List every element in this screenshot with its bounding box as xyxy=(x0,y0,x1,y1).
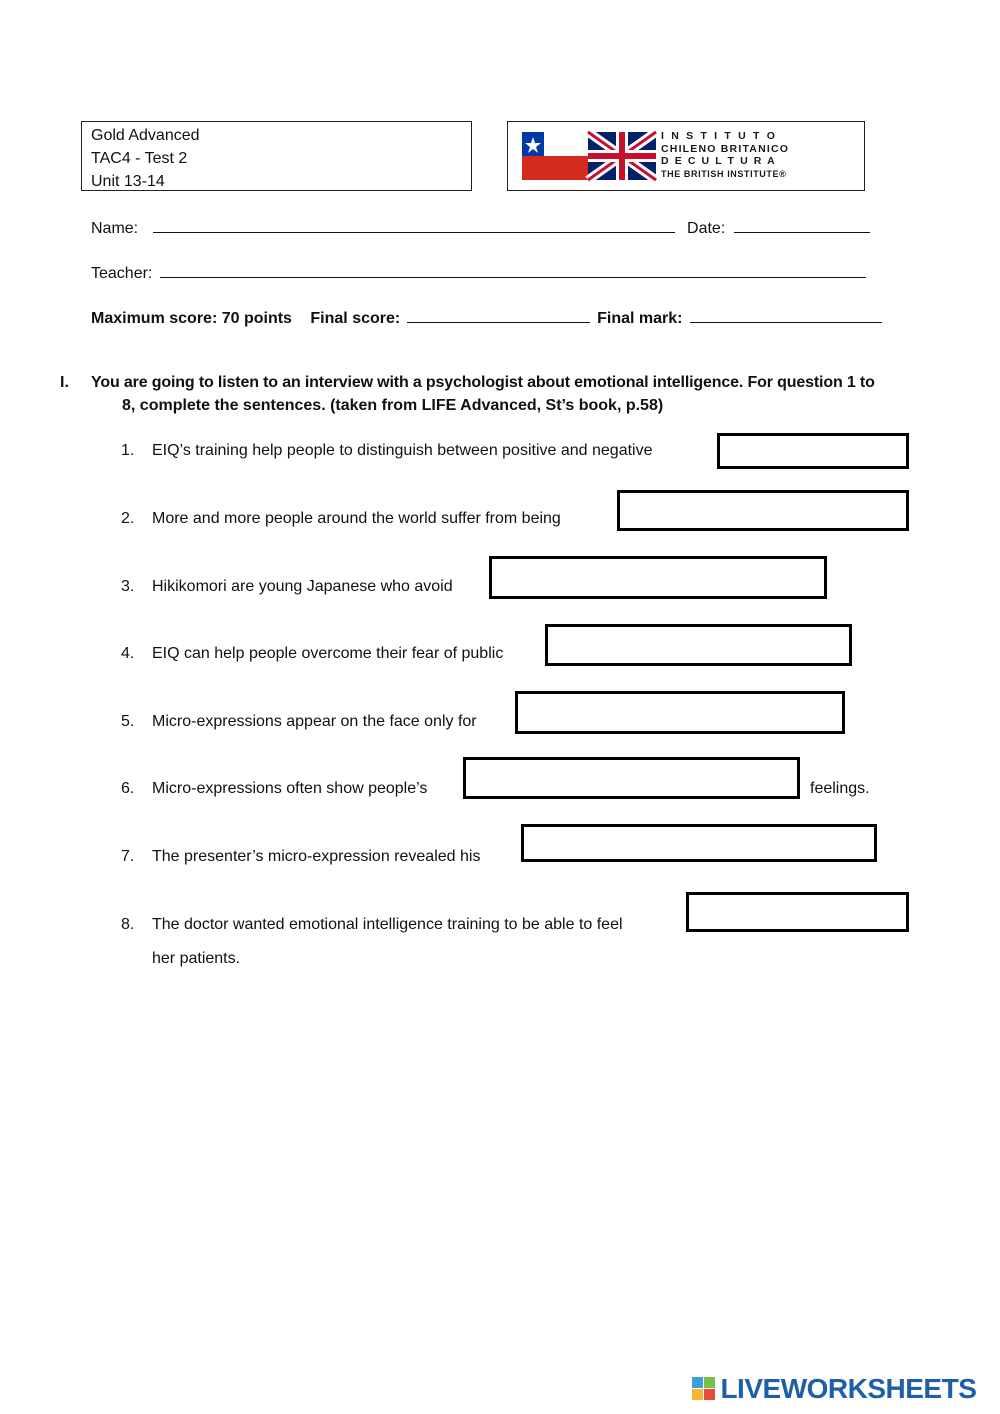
question-text: EIQ can help people overcome their fear of public xyxy=(152,645,504,662)
logo-line-instituto: I N S T I T U T O xyxy=(661,130,778,142)
question-text: More and more people around the world suffer from being xyxy=(152,510,561,527)
logo-line-british: THE BRITISH INSTITUTE® xyxy=(661,168,787,179)
logo-line-cultura: D E C U L T U R A xyxy=(661,155,777,167)
section-instruction-line2: 8, complete the sentences. (taken from LIFE Advanced, St’s book, p.58) xyxy=(122,397,664,414)
question-text: Hikikomori are young Japanese who avoid xyxy=(152,578,453,595)
flags-logo-icon xyxy=(520,128,658,184)
date-field[interactable] xyxy=(734,216,870,233)
header-info-box xyxy=(81,121,472,191)
final-mark-field[interactable] xyxy=(690,306,882,323)
answer-box-1[interactable] xyxy=(717,433,909,469)
question-continuation: her patients. xyxy=(152,950,241,967)
name-label: Name: xyxy=(91,220,139,237)
question-text: Micro-expressions often show people’s xyxy=(152,780,428,797)
course-level: Gold Advanced xyxy=(91,127,200,144)
brand-text: LIVEWORKSHEETS xyxy=(720,1373,977,1404)
teacher-label: Teacher: xyxy=(91,265,153,282)
date-label: Date: xyxy=(687,220,726,237)
final-score-label: Final score: xyxy=(310,310,401,327)
answer-box-4[interactable] xyxy=(545,624,852,666)
max-score: Maximum score: 70 points xyxy=(91,310,292,327)
question-number: 4. xyxy=(121,645,135,662)
unit-range: Unit 13-14 xyxy=(91,173,165,190)
answer-box-7[interactable] xyxy=(521,824,877,862)
answer-box-3[interactable] xyxy=(489,556,827,599)
final-mark-label: Final mark: xyxy=(597,310,683,327)
answer-box-2[interactable] xyxy=(617,490,909,531)
answer-box-5[interactable] xyxy=(515,691,845,734)
liveworksheets-icon xyxy=(692,1375,716,1403)
section-instruction-line1: You are going to listen to an interview with a psychologist about emotional intelligence. For question 1 to xyxy=(91,374,875,391)
name-field[interactable] xyxy=(153,216,675,233)
section-numeral: I. xyxy=(60,374,69,391)
liveworksheets-logo xyxy=(692,1373,976,1407)
question-number: 1. xyxy=(121,442,135,459)
question-text: Micro-expressions appear on the face only for xyxy=(152,713,477,730)
question-number: 8. xyxy=(121,916,135,933)
question-suffix: feelings. xyxy=(810,780,870,797)
question-number: 2. xyxy=(121,510,135,527)
answer-box-8[interactable] xyxy=(686,892,909,932)
question-number: 5. xyxy=(121,713,135,730)
teacher-field[interactable] xyxy=(160,261,866,278)
final-score-field[interactable] xyxy=(407,306,590,323)
question-text: The presenter’s micro-expression revealed his xyxy=(152,848,481,865)
question-text: The doctor wanted emotional intelligence training to be able to feel xyxy=(152,916,623,933)
test-title: TAC4 - Test 2 xyxy=(91,150,188,167)
question-number: 3. xyxy=(121,578,135,595)
question-number: 6. xyxy=(121,780,135,797)
institute-logo-box xyxy=(507,121,865,191)
question-number: 7. xyxy=(121,848,135,865)
question-text: EIQ’s training help people to distinguish between positive and negative xyxy=(152,442,653,459)
answer-box-6[interactable] xyxy=(463,757,800,799)
logo-line-chileno: CHILENO BRITANICO xyxy=(661,142,790,155)
